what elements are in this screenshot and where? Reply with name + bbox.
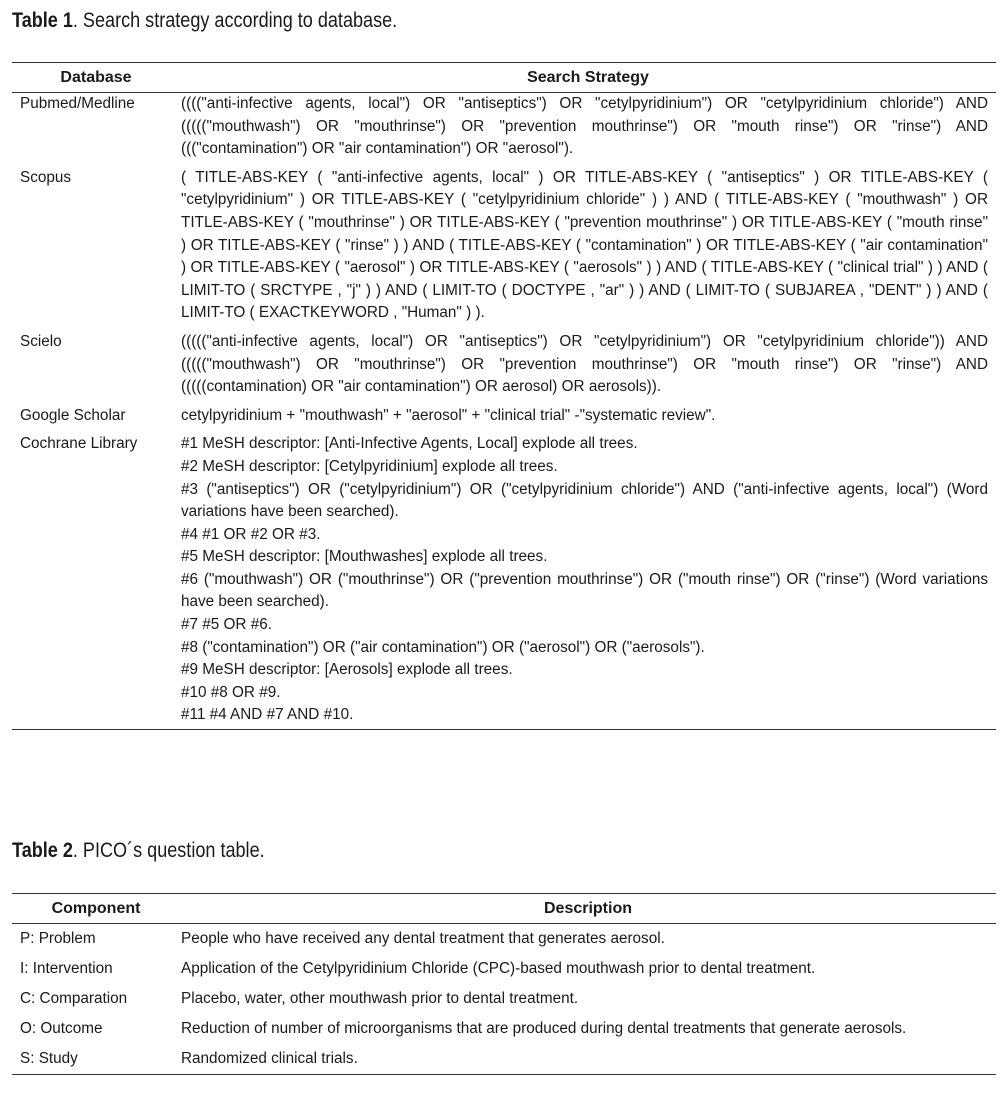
table2-caption-label: Table 2 [12, 839, 73, 862]
table-row [12, 1014, 996, 1044]
table2-caption [12, 838, 265, 864]
strategy-cell [181, 167, 996, 325]
table1-caption-text: . Search strategy according to database. [72, 9, 398, 32]
table1-caption-label: Table 1 [12, 9, 73, 32]
database-cell: Scielo [20, 332, 62, 350]
component-cell: I: Intervention [20, 959, 113, 977]
component-cell: C: Comparation [20, 989, 128, 1007]
strategy-line: ((((("anti-infective agents, local") OR "antiseptics") OR "cetylpyridinium") OR "cetylpyridinium chloride")) AND ((((("mouthwash") OR "mouthrinse") OR "prevention mouthrinse") OR "mouth rinse") OR "rinse") AND (((((contamination) OR "air contamination") OR aerosol) OR aerosols)). [181, 332, 988, 396]
description-cell: People who have received any dental treatment that generates aerosol. [181, 929, 665, 947]
strategy-line: #8 ("contamination") OR ("air contamination") OR ("aerosol") OR ("aerosols"). [181, 638, 705, 656]
strategy-cell [181, 331, 996, 399]
database-cell: Scopus [20, 168, 72, 186]
table1-header-row [12, 63, 996, 93]
strategy-line: #11 #4 AND #7 AND #10. [181, 706, 354, 724]
table-row [12, 984, 996, 1014]
pico-table [12, 893, 996, 1075]
component-cell: O: Outcome [20, 1019, 103, 1037]
description-cell: Placebo, water, other mouthwash prior to dental treatment. [181, 989, 579, 1007]
component-cell: S: Study [20, 1049, 78, 1067]
search-strategy-table [12, 62, 996, 730]
table-row [12, 1044, 996, 1074]
strategy-line: #10 #8 OR #9. [181, 683, 281, 701]
strategy-line: (((("anti-infective agents, local") OR "antiseptics") OR "cetylpyridinium") OR "cetylpyridinium chloride") AND ((((("mouthwash") OR "mouthrinse") OR "prevention mouthrinse") OR "mouth rinse") OR "rinse") AND ((("contamination") OR "air contamination") OR "aerosol"). [181, 95, 988, 158]
header-database: Database [60, 68, 132, 86]
strategy-line: #3 ("antiseptics") OR ("cetylpyridinium") OR ("cetylpyridinium chloride") AND ("anti-infective agents, local") (Word variations have been searched). [181, 480, 988, 521]
description-cell: Reduction of number of microorganisms that are produced during dental treatments that generate aerosols. [181, 1019, 907, 1037]
strategy-line: #7 #5 OR #6. [181, 616, 272, 634]
strategy-line: cetylpyridinium + "mouthwash" + "aerosol" + "clinical trial" -"systematic review". [181, 406, 716, 424]
table-row [12, 93, 996, 167]
strategy-line: #5 MeSH descriptor: [Mouthwashes] explode all trees. [181, 548, 548, 566]
table2-header-row [12, 894, 996, 924]
table-row [12, 924, 996, 954]
table-row [12, 167, 996, 331]
strategy-cell [181, 405, 996, 428]
strategy-cell [181, 93, 996, 161]
table1-caption [12, 8, 397, 34]
description-cell: Application of the Cetylpyridinium Chloride (CPC)-based mouthwash prior to dental treatment. [181, 959, 816, 977]
database-cell: Cochrane Library [20, 435, 138, 453]
strategy-line: #1 MeSH descriptor: [Anti-Infective Agents, Local] explode all trees. [181, 435, 638, 453]
strategy-line: ( TITLE-ABS-KEY ( "anti-infective agents, local" ) OR TITLE-ABS-KEY ( "antiseptics" ) OR TITLE-ABS-KEY ( "cetylpyridinium" ) OR TITLE-ABS-KEY ( "cetylpyridinium chloride" ) ) AND ( TITLE-ABS-KEY ( "mouthwash" ) OR TITLE-ABS-KEY ( "mouthrinse" ) OR TITLE-ABS-KEY ( "prevention mouthrinse" ) OR TITLE-ABS-KEY ( "mouth rinse" ) OR TITLE-ABS-KEY ( "rinse" ) ) AND ( TITLE-ABS-KEY ( "contamination" ) OR TITLE-ABS-KEY ( "air contamination" ) OR TITLE-ABS-KEY ( "aerosol" ) OR TITLE-ABS-KEY ( "aerosols" ) ) AND ( TITLE-ABS-KEY ( "clinical trial" ) ) AND ( LIMIT-TO ( SRCTYPE , "j" ) ) AND ( LIMIT-TO ( DOCTYPE , "ar" ) ) AND ( LIMIT-TO ( SUBJAREA , "DENT" ) ) AND ( LIMIT-TO ( EXACTKEYWORD , "Human" ) ). [181, 168, 988, 322]
strategy-line: #2 MeSH descriptor: [Cetylpyridinium] explode all trees. [181, 457, 558, 475]
database-cell: Pubmed/Medline [20, 95, 135, 112]
table-row [12, 331, 996, 405]
description-cell: Randomized clinical trials. [181, 1049, 358, 1067]
header-search-strategy: Search Strategy [527, 68, 649, 86]
strategy-line: #9 MeSH descriptor: [Aerosols] explode all trees. [181, 661, 513, 679]
component-cell: P: Problem [20, 929, 96, 947]
table2-caption-text: . PICO´s question table. [72, 839, 265, 862]
table-row [12, 405, 996, 434]
table-row [12, 433, 996, 729]
strategy-line: #6 ("mouthwash") OR ("mouthrinse") OR ("prevention mouthrinse") OR ("mouth rinse") OR ("rinse") (Word variations have been searched). [181, 570, 988, 611]
strategy-cell [181, 433, 996, 727]
header-component: Component [51, 899, 141, 917]
header-description: Description [543, 899, 632, 917]
strategy-line: #4 #1 OR #2 OR #3. [181, 525, 321, 543]
database-cell: Google Scholar [20, 406, 126, 424]
table-row [12, 954, 996, 984]
